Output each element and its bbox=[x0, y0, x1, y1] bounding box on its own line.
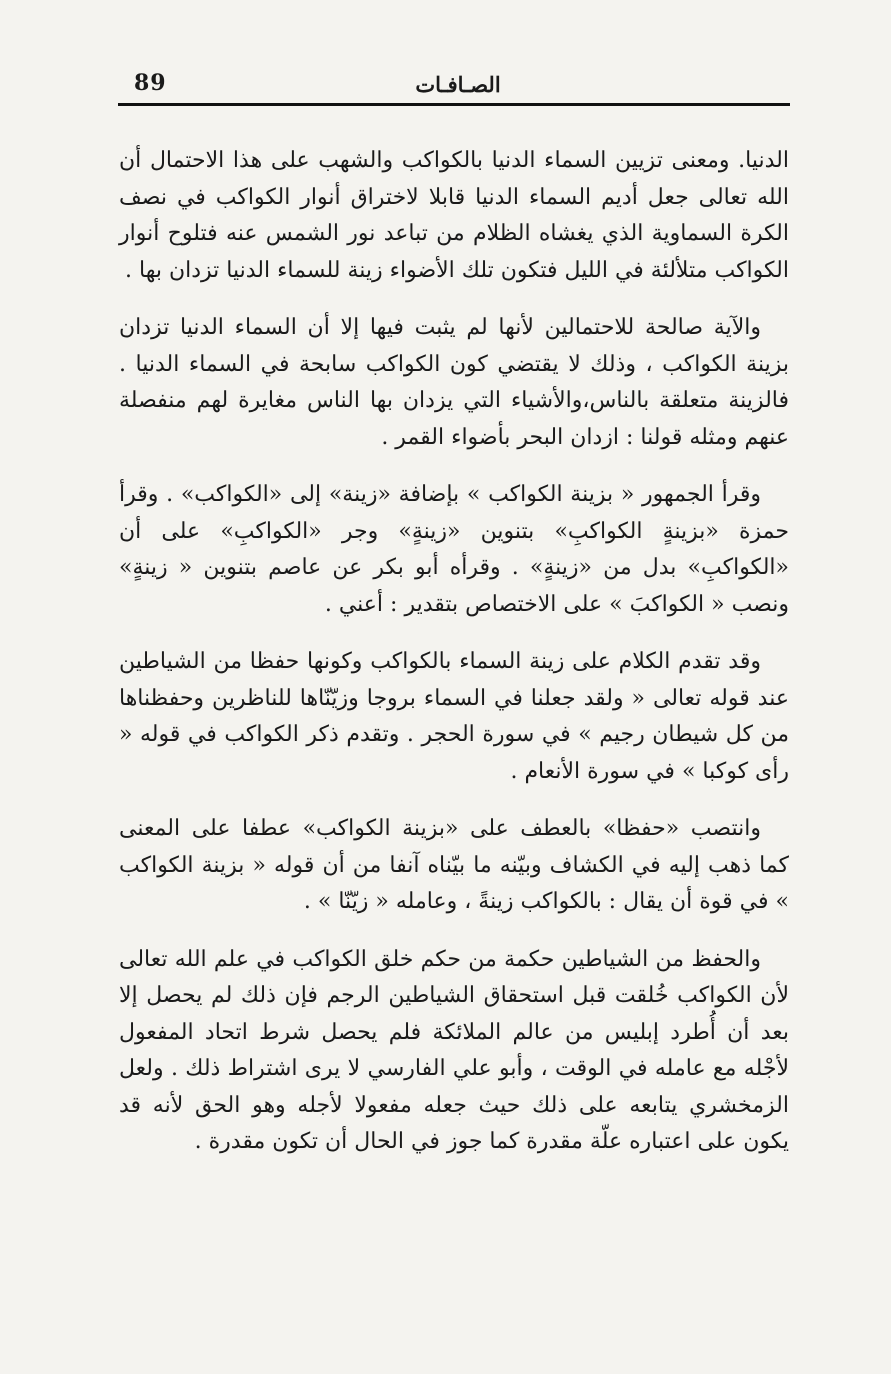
paragraph: وقد تقدم الكلام على زينة السماء بالكواكب وكونها حفظا من الشياطين عند قوله تعالى « ولقد جعلنا في السماء بروجا وزيّنّاها للناظرين وحفظناها من كل شيطان رجيم » في سورة الحجر . وتقدم ذكر الكواكب في قوله « رأى كوكبا » في سورة الأنعام . bbox=[119, 649, 789, 784]
paragraph: وقرأ الجمهور « بزينة الكواكب » بإضافة «زينة» إلى «الكواكب» . وقرأ حمزة «بزينةٍ الكواكبِ» بتنوين «زينةٍ» وجر «الكواكبِ» على أن «الكواكبِ» بدل من «زينةٍ» . وقرأه أبو بكر عن عاصم بتنوين « زينةٍ» ونصب « الكواكبَ » على الاختصاص بتقدير : أعني . bbox=[119, 482, 789, 617]
paragraph: والحفظ من الشياطين حكمة من حكم خلق الكواكب في علم الله تعالى لأن الكواكب خُلقت قبل استحقاق الشياطين الرجم فإن ذلك لم يحصل إلا بعد أن أُطرد إبليس من عالم الملائكة فلم يحصل شرط اتحاد المفعول لأجْله مع عامله في الوقت ، وأبو علي الفارسي لا يرى اشتراط ذلك . ولعل الزمخشري يتابعه على ذلك حيث جعله مفعولا لأجله وهو الحق لأنه قد يكون على اعتباره علّة مقدرة كما جوز في الحال أن تكون مقدرة . bbox=[119, 946, 789, 1154]
page-number: 89 bbox=[134, 70, 167, 96]
running-title: الصـافـات bbox=[415, 72, 501, 97]
paragraph: الدنيا. ومعنى تزيين السماء الدنيا بالكواكب والشهب على هذا الاحتمال أن الله تعالى جعل أديم السماء الدنيا قابلا لاختراق أنوار الكواكب في نصف الكرة السماوية الذي يغشاه الظلام من تباعد نور الشمس عنه فتلوح أنوار الكواكب متلألئة في الليل فتكون تلك الأضواء زينة للسماء الدنيا تزدان بها . bbox=[119, 148, 789, 283]
header-rule bbox=[118, 103, 790, 106]
body-text bbox=[119, 143, 789, 1182]
page-header bbox=[118, 62, 790, 106]
paragraph: وانتصب «حفظا» بالعطف على «بزينة الكواكب» عطفا على المعنى كما ذهب إليه في الكشاف وبيّنه ما بيّناه آنفا من أن قوله « بزينة الكواكب » في قوة أن يقال : بالكواكب زينةً ، وعامله « زيّنّا » . bbox=[119, 816, 789, 914]
paragraph: والآية صالحة للاحتمالين لأنها لم يثبت فيها إلا أن السماء الدنيا تزدان بزينة الكواكب ، وذلك لا يقتضي كون الكواكب سابحة في السماء الدنيا . فالزينة متعلقة بالناس،والأشياء التي يزدان بها الناس مغايرة لهم منفصلة عنهم ومثله قولنا : ازدان البحر بأضواء القمر . bbox=[119, 315, 789, 450]
